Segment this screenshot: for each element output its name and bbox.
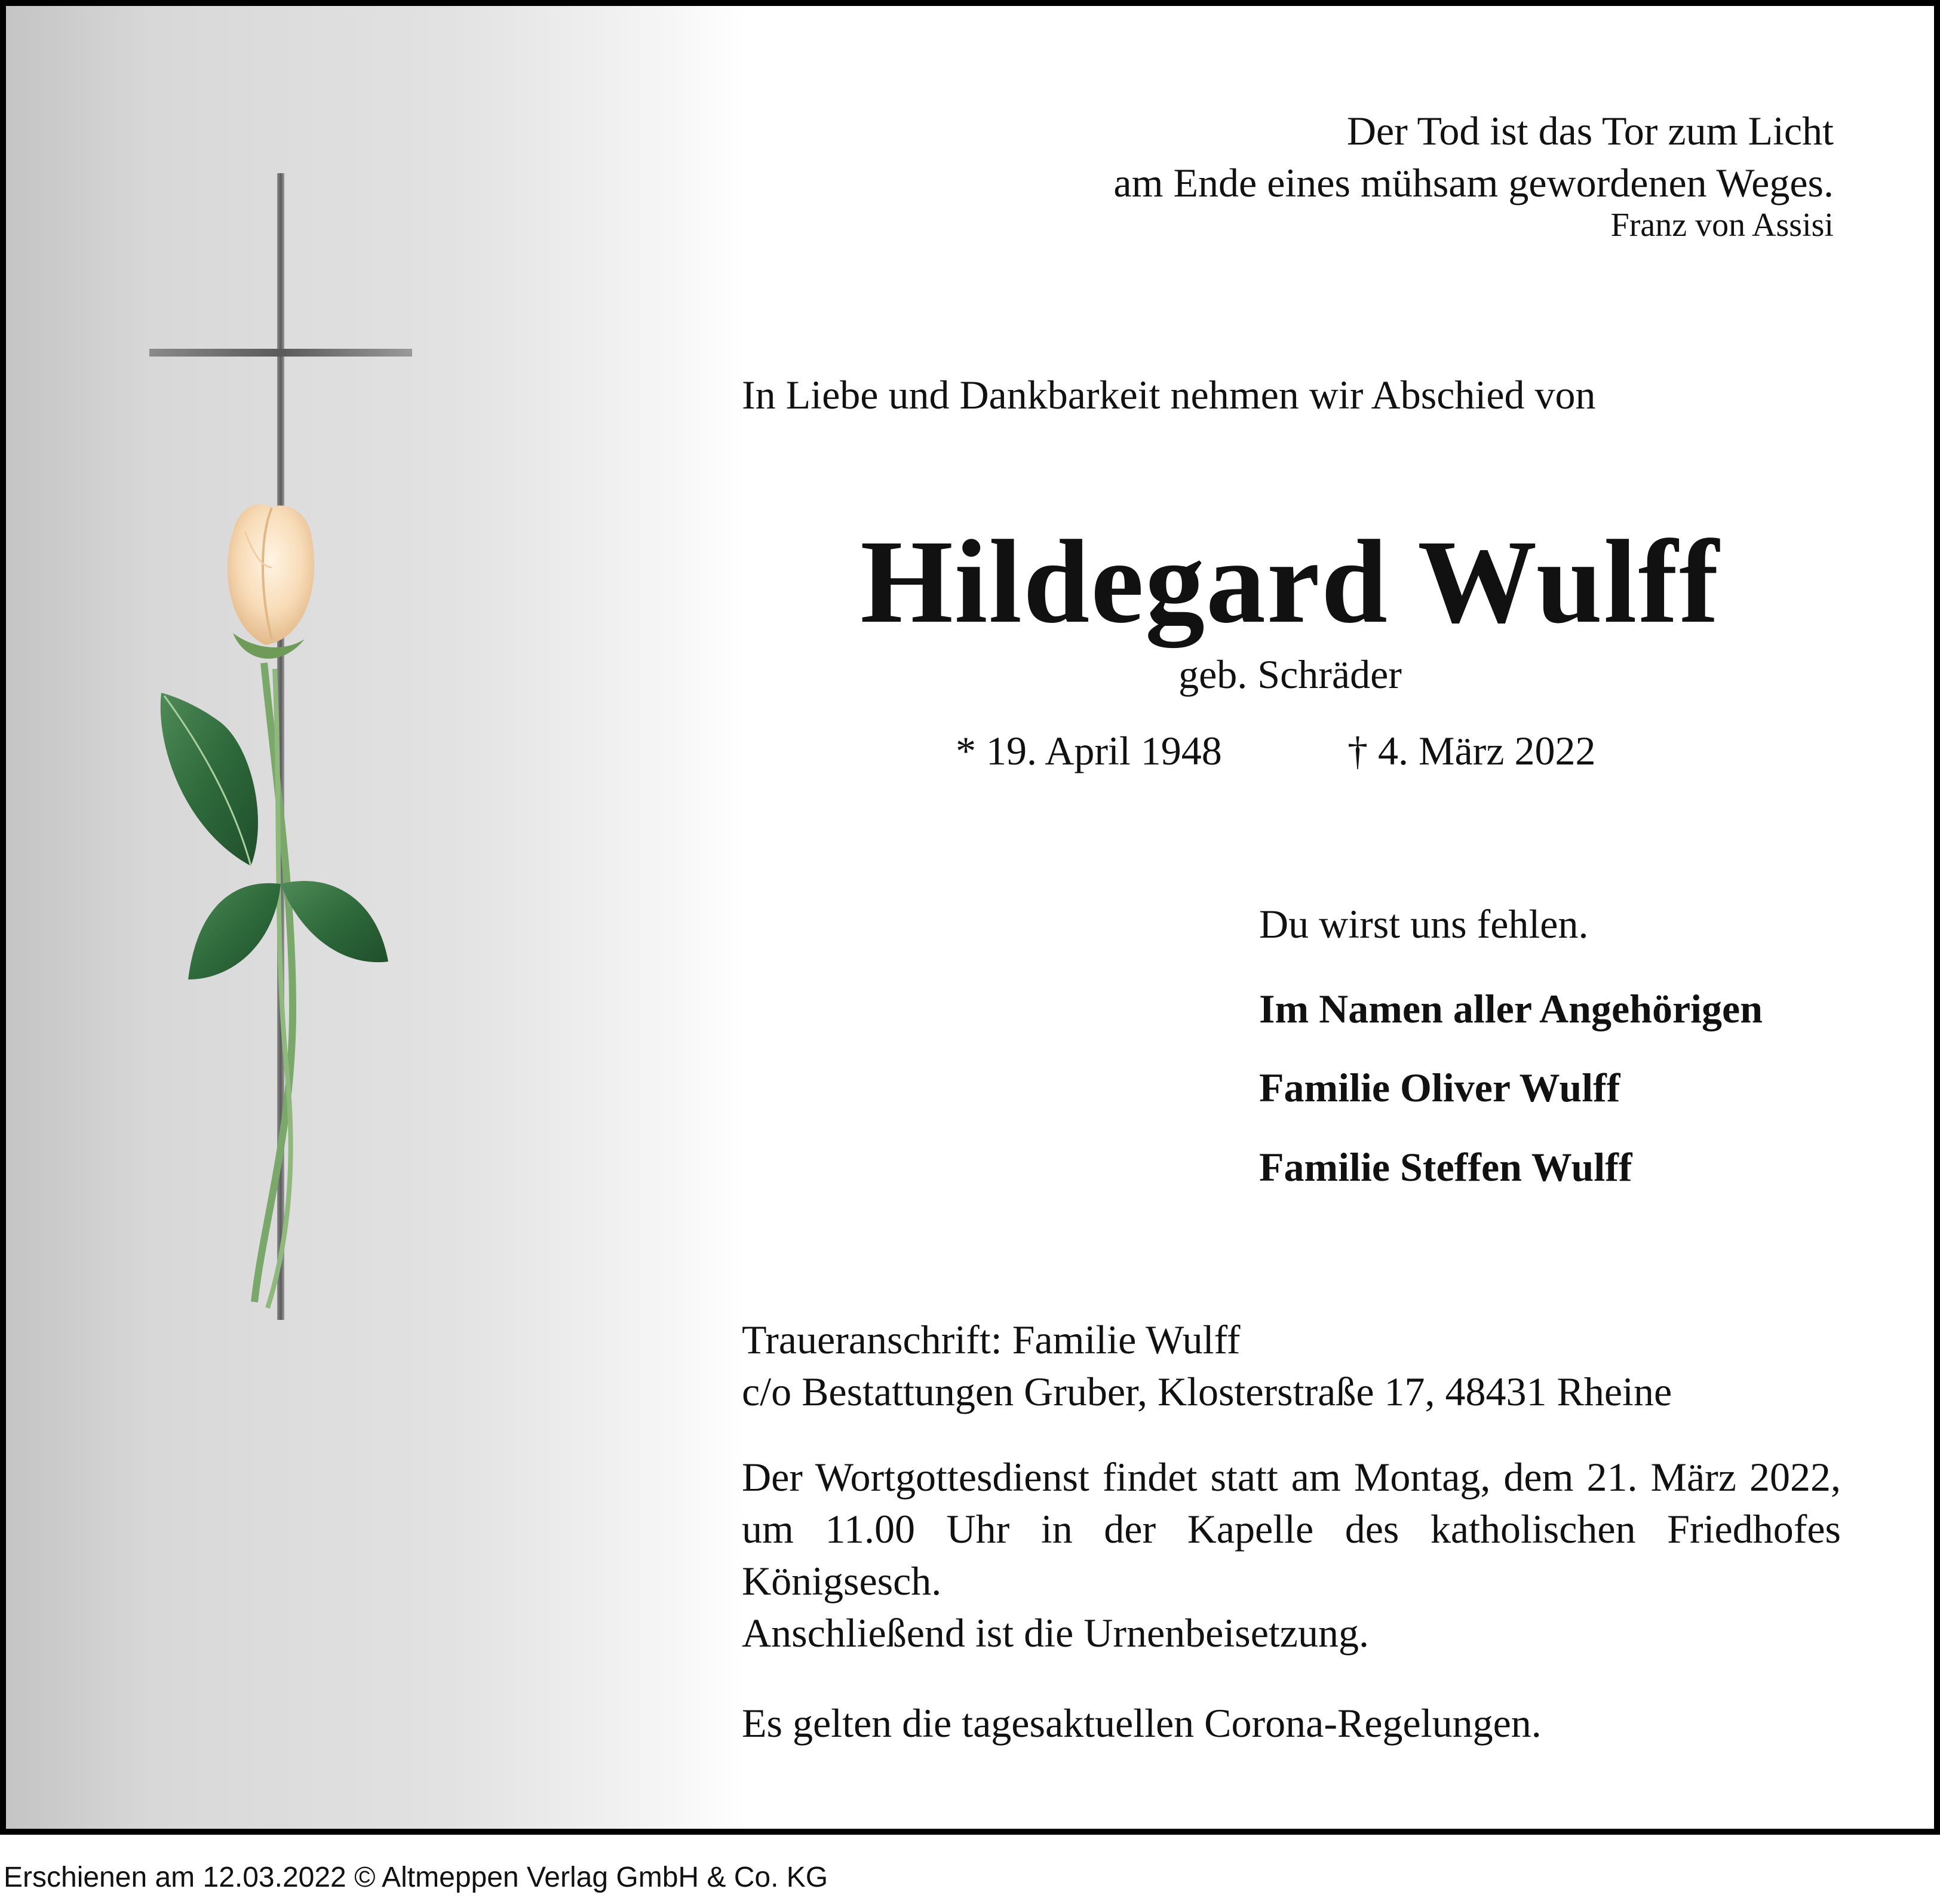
death-date: † 4. März 2022 xyxy=(1347,728,1596,773)
signatory-3: Familie Steffen Wulff xyxy=(1259,1144,1632,1190)
lower-right-leaf xyxy=(281,881,388,962)
farewell-line: Du wirst uns fehlen. xyxy=(1259,901,1589,947)
lower-left-leaf xyxy=(188,883,281,979)
quote-line-2: am Ende eines mühsam gewordenen Weges. xyxy=(1113,160,1834,205)
burial-line: Anschließend ist die Urnenbeisetzung. xyxy=(742,1610,1369,1656)
service-paragraph: Der Wortgottesdienst findet statt am Montag, dem 21. März 2022, um 11.00 Uhr in der Kapelle des katholischen Friedhofes Königsesch. xyxy=(742,1454,1841,1604)
signatory-1: Im Namen aller Angehörigen xyxy=(1259,986,1763,1031)
address-line-1: Traueranschrift: Familie Wulff xyxy=(742,1317,1241,1362)
publication-footer: Erschienen am 12.03.2022 © Altmeppen Verlag GmbH & Co. KG xyxy=(4,1862,828,1893)
service-info xyxy=(742,1451,1841,1659)
quote-author: Franz von Assisi xyxy=(1610,207,1834,244)
signatory-2: Familie Oliver Wulff xyxy=(1259,1065,1620,1110)
birth-name: geb. Schräder xyxy=(1178,652,1402,697)
birth-date: * 19. April 1948 xyxy=(956,728,1222,773)
rose-bud xyxy=(228,504,314,645)
cross-with-rose-illustration xyxy=(131,173,430,1332)
corona-notice: Es gelten die tagesaktuellen Corona-Regelungen. xyxy=(742,1700,1542,1746)
deceased-name: Hildegard Wulff xyxy=(860,516,1720,648)
intro-line: In Liebe und Dankbarkeit nehmen wir Abschied von xyxy=(742,372,1596,417)
quote-line-1: Der Tod ist das Tor zum Licht xyxy=(1346,108,1834,153)
address-line-2: c/o Bestattungen Gruber, Klosterstraße 17, 48431 Rheine xyxy=(742,1369,1672,1414)
cross-horizontal-beam xyxy=(149,349,412,357)
